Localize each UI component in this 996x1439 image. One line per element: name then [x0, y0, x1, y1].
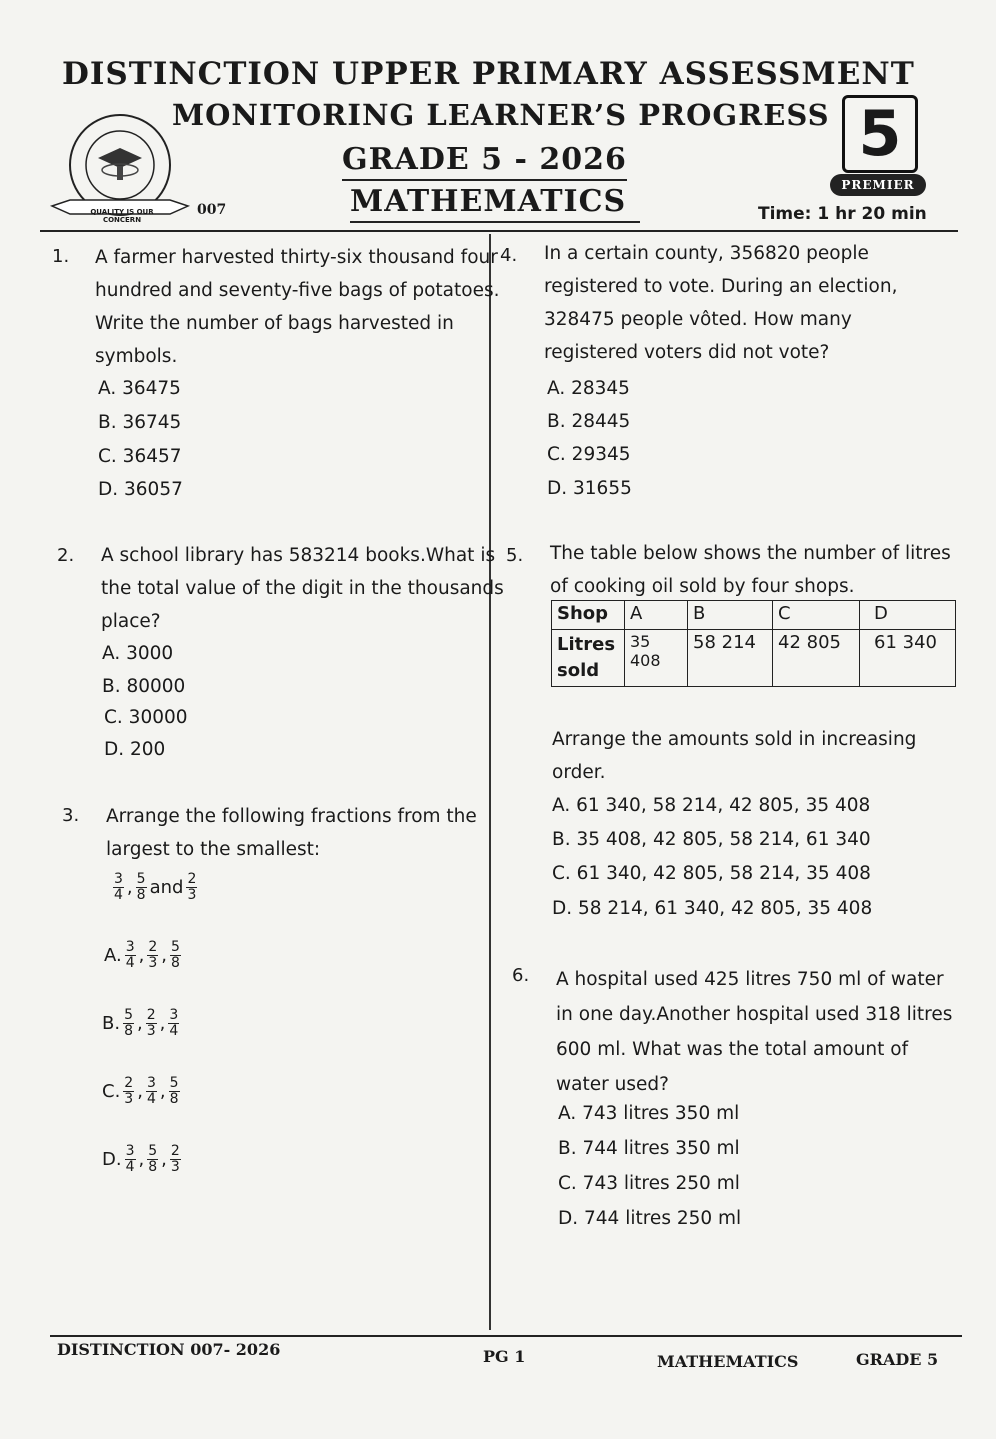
question-6-option-b: B. 744 litres 350 ml	[558, 1138, 740, 1159]
question-1-option-b: B. 36745	[98, 412, 182, 433]
question-3-option-c: C. $\frac{2}{3}$ , $\frac{3}{4}$ , $\frac{5}{8}$	[102, 1075, 179, 1107]
question-2-option-a: A. 3000	[102, 643, 174, 664]
question-3-option-a: A. $\frac{3}{4}$ , $\frac{2}{3}$ , $\frac{5}{8}$	[104, 939, 180, 971]
question-1-option-a: A. 36475	[98, 378, 181, 399]
footer-rule	[50, 1335, 962, 1337]
question-5-option-d: D. 58 214, 61 340, 42 805, 35 408	[552, 898, 873, 919]
question-6-option-c: C. 743 litres 250 ml	[558, 1173, 740, 1194]
and-word: and	[149, 877, 184, 898]
question-2-option-b: B. 80000	[102, 676, 186, 697]
question-6-option-d: D. 744 litres 250 ml	[558, 1208, 742, 1229]
question-5-instruction: Arrange the amounts sold in increasing order.	[552, 729, 917, 783]
footer-grade: GRADE 5	[856, 1350, 939, 1369]
question-3-text: Arrange the following fractions from the largest to the smallest:	[106, 806, 477, 860]
question-5-number: 5.	[506, 545, 524, 566]
table-cell: D	[860, 601, 956, 630]
assessment-title: DISTINCTION UPPER PRIMARY ASSESSMENT	[62, 56, 915, 92]
question-1-option-c: C. 36457	[98, 446, 182, 467]
question-4-text: In a certain county, 356820 people registered to vote. During an election, 328475 people vôted. How many registered voters did not vote?	[544, 243, 898, 363]
question-4-option-a: A. 28345	[547, 378, 630, 399]
question-4-number: 4.	[500, 245, 518, 266]
table-row	[552, 630, 956, 687]
grade-year-title: GRADE 5 - 2026	[342, 142, 627, 181]
question-4-option-d: D. 31655	[547, 478, 632, 499]
question-5-text: The table below shows the number of litres of cooking oil sold by four shops.	[550, 543, 951, 597]
publisher-logo	[40, 110, 200, 224]
table-cell: B	[688, 601, 773, 630]
question-1-text: A farmer harvested thirty-six thousand four hundred and seventy-five bags of potatoes. Write the number of bags harvested in symbols.	[95, 247, 500, 367]
logo-seal-icon	[40, 110, 200, 224]
question-5-option-c: C. 61 340, 42 805, 58 214, 35 408	[552, 863, 871, 884]
fraction: $\frac{2}{3}$	[187, 871, 197, 903]
table-cell: A	[625, 601, 688, 630]
table-cell: Litres sold	[552, 630, 625, 687]
question-6-text: A hospital used 425 litres 750 ml of water in one day.Another hospital used 318 litres 600 ml. What was the total amount of water used?	[556, 969, 953, 1095]
question-2-text: A school library has 583214 books.What is the total value of the digit in the thousands place?	[101, 545, 504, 632]
footer-subject: MATHEMATICS	[657, 1352, 799, 1371]
logo-banner-text: QUALITY IS OUR CONCERN	[90, 208, 154, 224]
question-2-option-d: D. 200	[104, 739, 166, 760]
question-4-option-b: B. 28445	[547, 411, 631, 432]
table-header-row	[552, 601, 956, 630]
footer-code: DISTINCTION 007- 2026	[57, 1340, 281, 1359]
question-6-number: 6.	[512, 965, 530, 986]
question-5-option-b: B. 35 408, 42 805, 58 214, 61 340	[552, 829, 871, 850]
table-cell: 42 805	[773, 630, 860, 687]
question-2-number: 2.	[57, 545, 75, 566]
column-divider	[489, 234, 491, 1330]
subject-title: MATHEMATICS	[350, 184, 640, 223]
question-1-number: 1.	[52, 246, 70, 267]
fraction: $\frac{3}{4}$	[114, 871, 123, 903]
question-3-option-b: B. $\frac{5}{8}$ , $\frac{2}{3}$ , $\frac{3}{4}$	[102, 1007, 179, 1039]
fraction: $\frac{5}{8}$	[136, 871, 146, 903]
question-6-option-a: A. 743 litres 350 ml	[558, 1103, 740, 1124]
footer-page-number: PG 1	[483, 1347, 526, 1366]
header-rule	[40, 230, 958, 232]
paper-code: 007	[197, 202, 227, 218]
question-3-option-d: D. $\frac{3}{4}$ , $\frac{5}{8}$ , $\frac{2}{3}$	[102, 1143, 180, 1175]
oil-sales-table	[551, 600, 956, 687]
table-cell: 58 214	[688, 630, 773, 687]
question-4-option-c: C. 29345	[547, 444, 631, 465]
time-allowed: Time: 1 hr 20 min	[758, 204, 927, 224]
table-cell: 61 340	[860, 630, 956, 687]
grade-number-box: 5	[842, 95, 918, 173]
assessment-subtitle: MONITORING LEARNER’S PROGRESS	[172, 98, 830, 132]
question-2-option-c: C. 30000	[104, 707, 188, 728]
table-cell: C	[773, 601, 860, 630]
question-3-given-fractions: $\frac{3}{4}$ , $\frac{5}{8}$ and $\frac{2}{3}$	[114, 871, 197, 903]
question-3-number: 3.	[62, 805, 80, 826]
table-cell: Shop	[552, 601, 625, 630]
premier-badge: PREMIER	[830, 174, 926, 196]
question-1-option-d: D. 36057	[98, 479, 183, 500]
question-5-option-a: A. 61 340, 58 214, 42 805, 35 408	[552, 795, 871, 816]
table-cell: 35 408	[625, 630, 688, 687]
